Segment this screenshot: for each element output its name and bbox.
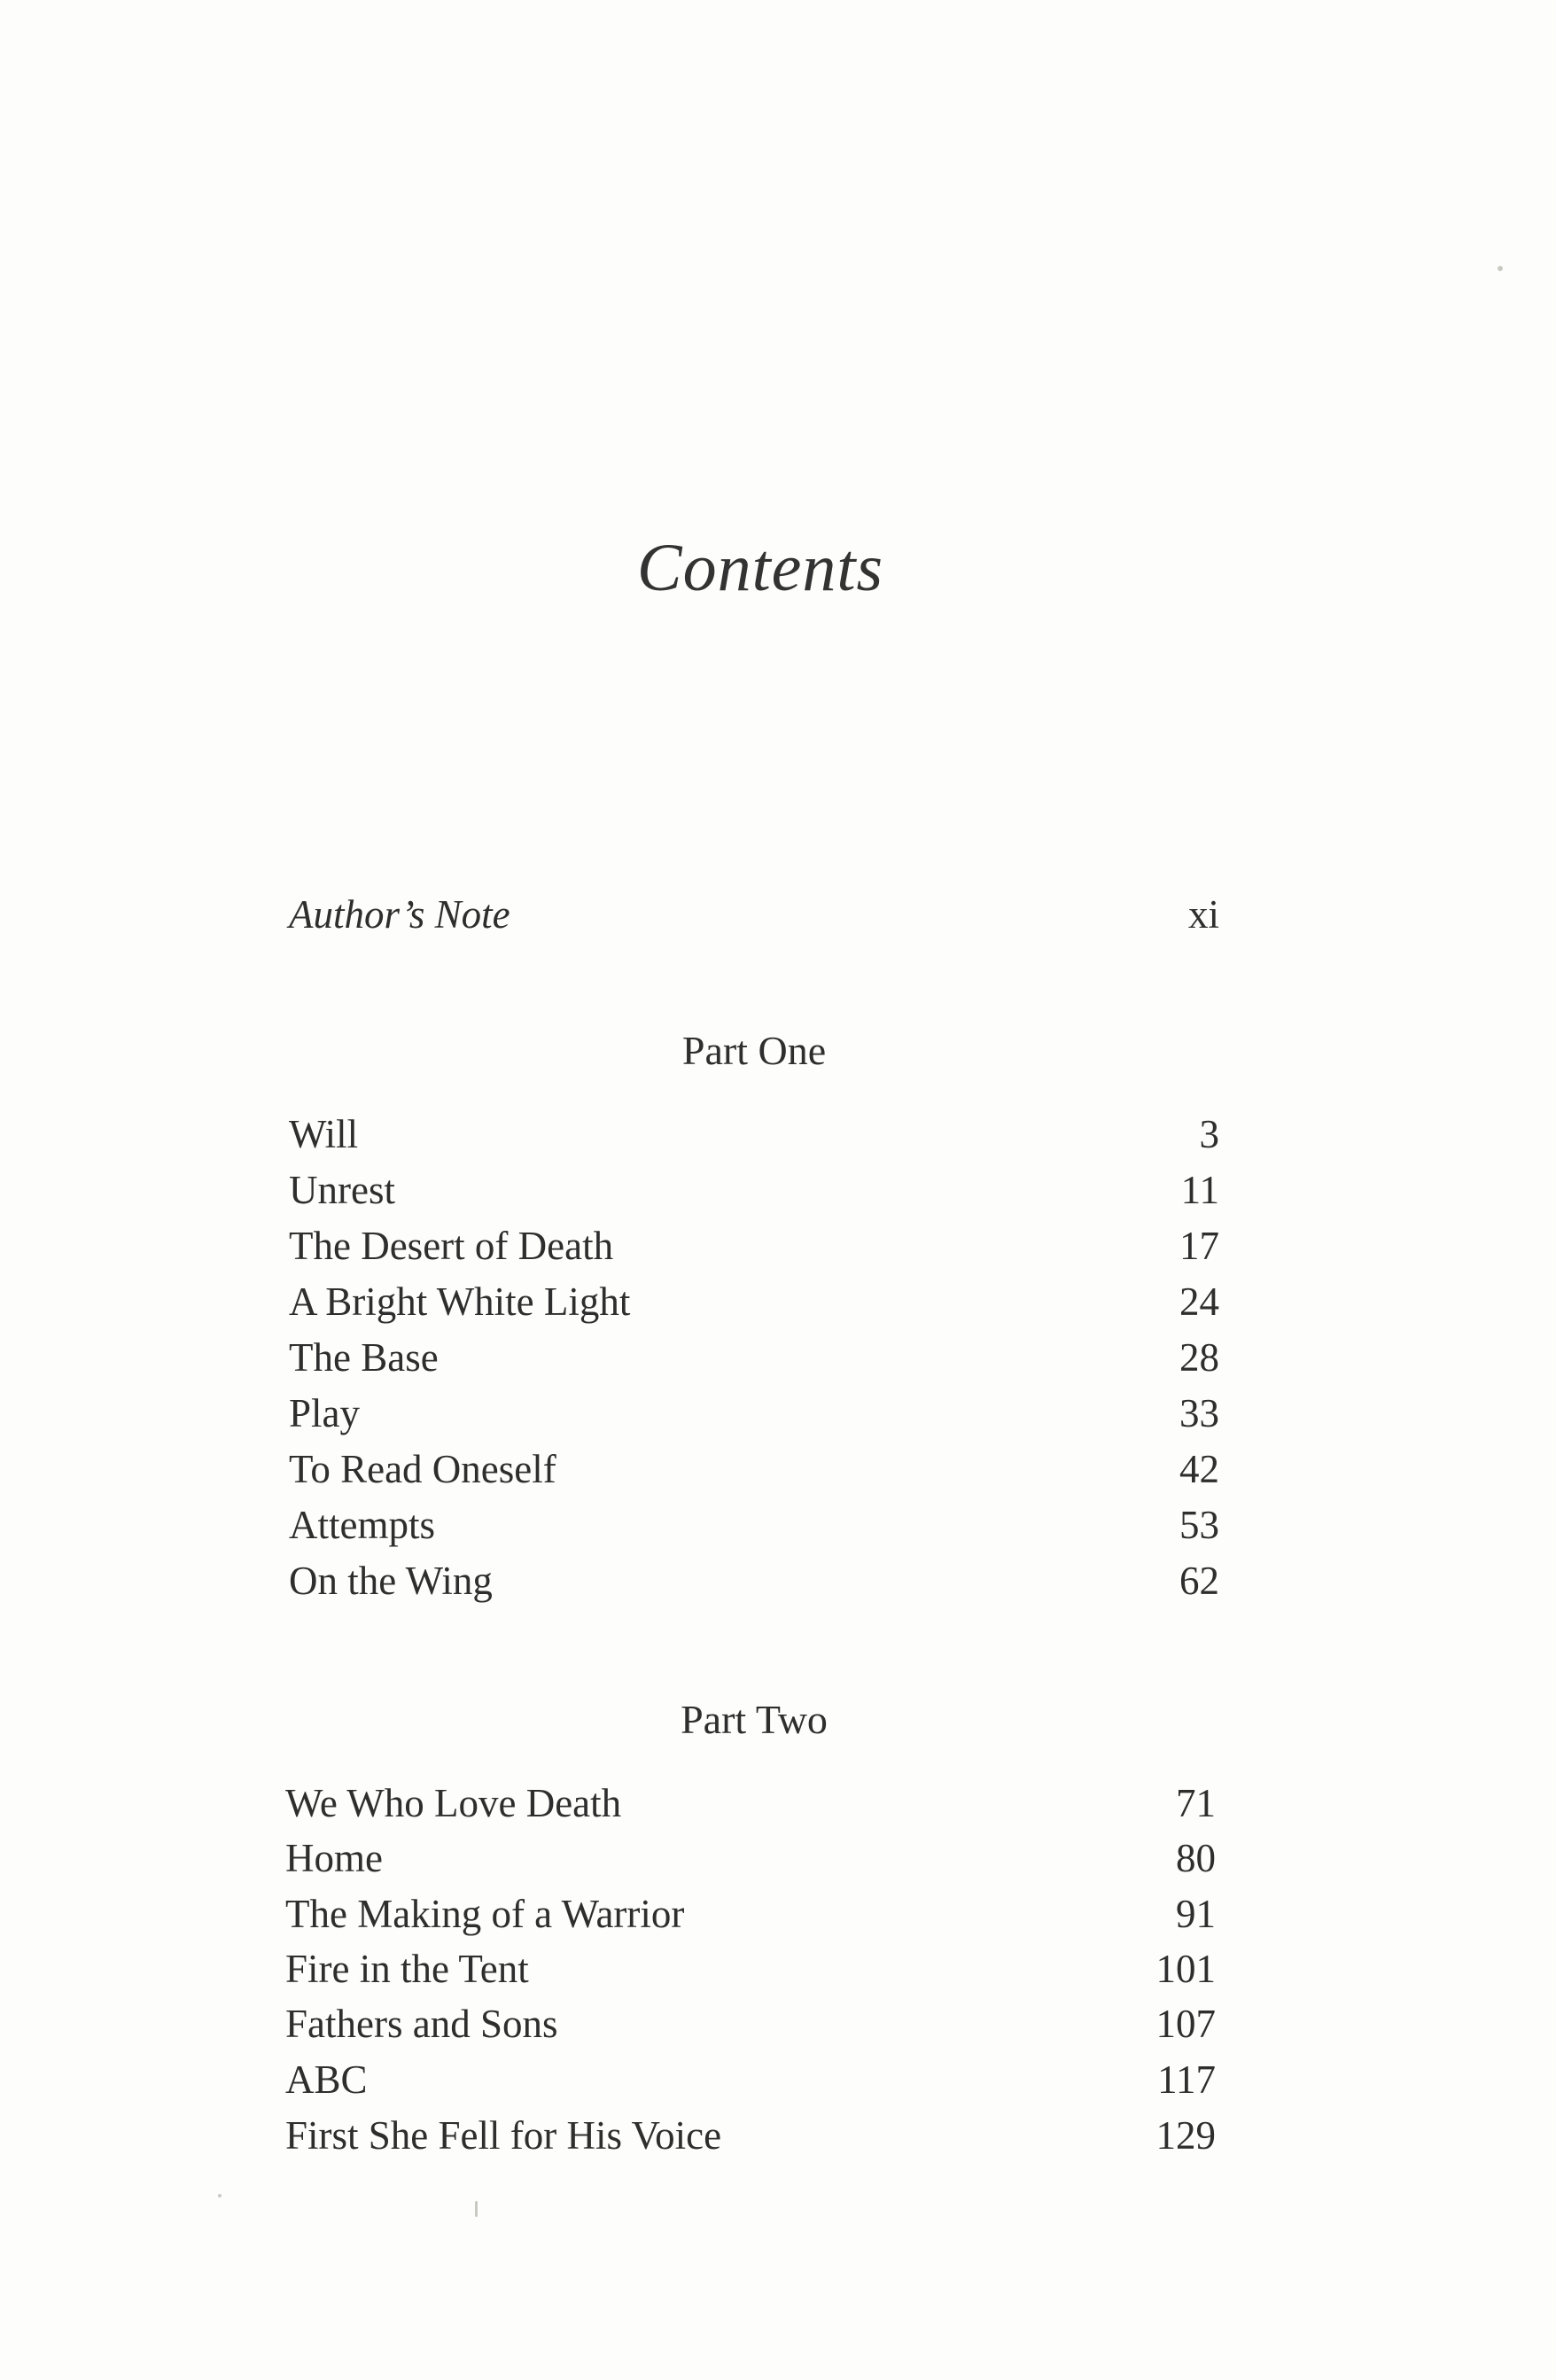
toc-entry-page: 62: [1179, 1559, 1219, 1603]
toc-entry-title: Author’s Note: [289, 892, 510, 937]
toc-entry-page: 17: [1179, 1224, 1219, 1268]
toc-entry: [285, 1997, 1216, 2050]
toc-entry-title: First She Fell for His Voice: [285, 2113, 722, 2158]
toc-entry-page: 101: [1155, 1947, 1216, 1991]
toc-entry-page: 24: [1179, 1279, 1219, 1324]
toc-entry: [289, 1219, 1219, 1272]
toc-entry: [289, 1331, 1219, 1384]
toc-entry: [285, 1942, 1216, 1995]
toc-entry-page: 71: [1176, 1781, 1216, 1825]
toc-entry-page: 80: [1176, 1836, 1216, 1880]
toc-entry-page: 3: [1199, 1112, 1219, 1156]
toc-entry-title: We Who Love Death: [285, 1781, 622, 1825]
toc-entry: [289, 1275, 1219, 1328]
toc-entry-title: To Read Oneself: [289, 1447, 556, 1491]
toc-entry-title: The Base: [289, 1335, 439, 1380]
toc-entry: [289, 1498, 1219, 1552]
toc-entry-title: ABC: [285, 2057, 368, 2102]
toc-entry-title: On the Wing: [289, 1559, 493, 1603]
toc-entry-page: 42: [1179, 1447, 1219, 1491]
toc-entry-title: Home: [285, 1836, 383, 1880]
toc-entry-page: 129: [1155, 2113, 1216, 2158]
toc-entry-title: Fathers and Sons: [285, 2002, 558, 2046]
toc-entry: [285, 2109, 1216, 2162]
toc-entry: [289, 1108, 1219, 1161]
toc-entry-page: 33: [1179, 1391, 1219, 1435]
toc-entry-page: 28: [1179, 1335, 1219, 1380]
paper-speck: [1498, 266, 1503, 271]
toc-entry-title: Fire in the Tent: [285, 1947, 529, 1991]
part-one-heading: Part One: [681, 1028, 827, 1073]
toc-entry-title: The Making of a Warrior: [285, 1892, 685, 1936]
toc-entry-title: A Bright White Light: [289, 1279, 631, 1324]
page-title: Contents: [636, 531, 884, 605]
toc-entry: [285, 1777, 1216, 1830]
toc-entry-page: 91: [1176, 1892, 1216, 1936]
toc-entry-page: xi: [1187, 892, 1219, 937]
toc-entry-page: 117: [1157, 2057, 1216, 2102]
toc-entry: [285, 1887, 1216, 1941]
toc-entry-page: 53: [1179, 1503, 1219, 1547]
paper-speck: [475, 2201, 478, 2217]
toc-entry: [289, 1443, 1219, 1496]
toc-entry-page: 11: [1180, 1168, 1219, 1212]
toc-entry-title: Will: [289, 1112, 359, 1156]
toc-entry: [289, 1163, 1219, 1217]
toc-entry: [289, 1554, 1219, 1607]
toc-entry-authors-note: [289, 888, 1219, 941]
part-two-heading: Part Two: [681, 1697, 828, 1742]
toc-entry-title: The Desert of Death: [289, 1224, 614, 1268]
paper-speck: [218, 2194, 222, 2197]
toc-entry-title: Unrest: [289, 1168, 395, 1212]
toc-entry: [285, 2053, 1216, 2106]
toc-entry-page: 107: [1155, 2002, 1216, 2046]
toc-entry: [289, 1387, 1219, 1440]
toc-entry-title: Play: [289, 1391, 361, 1435]
toc-entry-title: Attempts: [289, 1503, 435, 1547]
toc-entry: [285, 1832, 1216, 1885]
